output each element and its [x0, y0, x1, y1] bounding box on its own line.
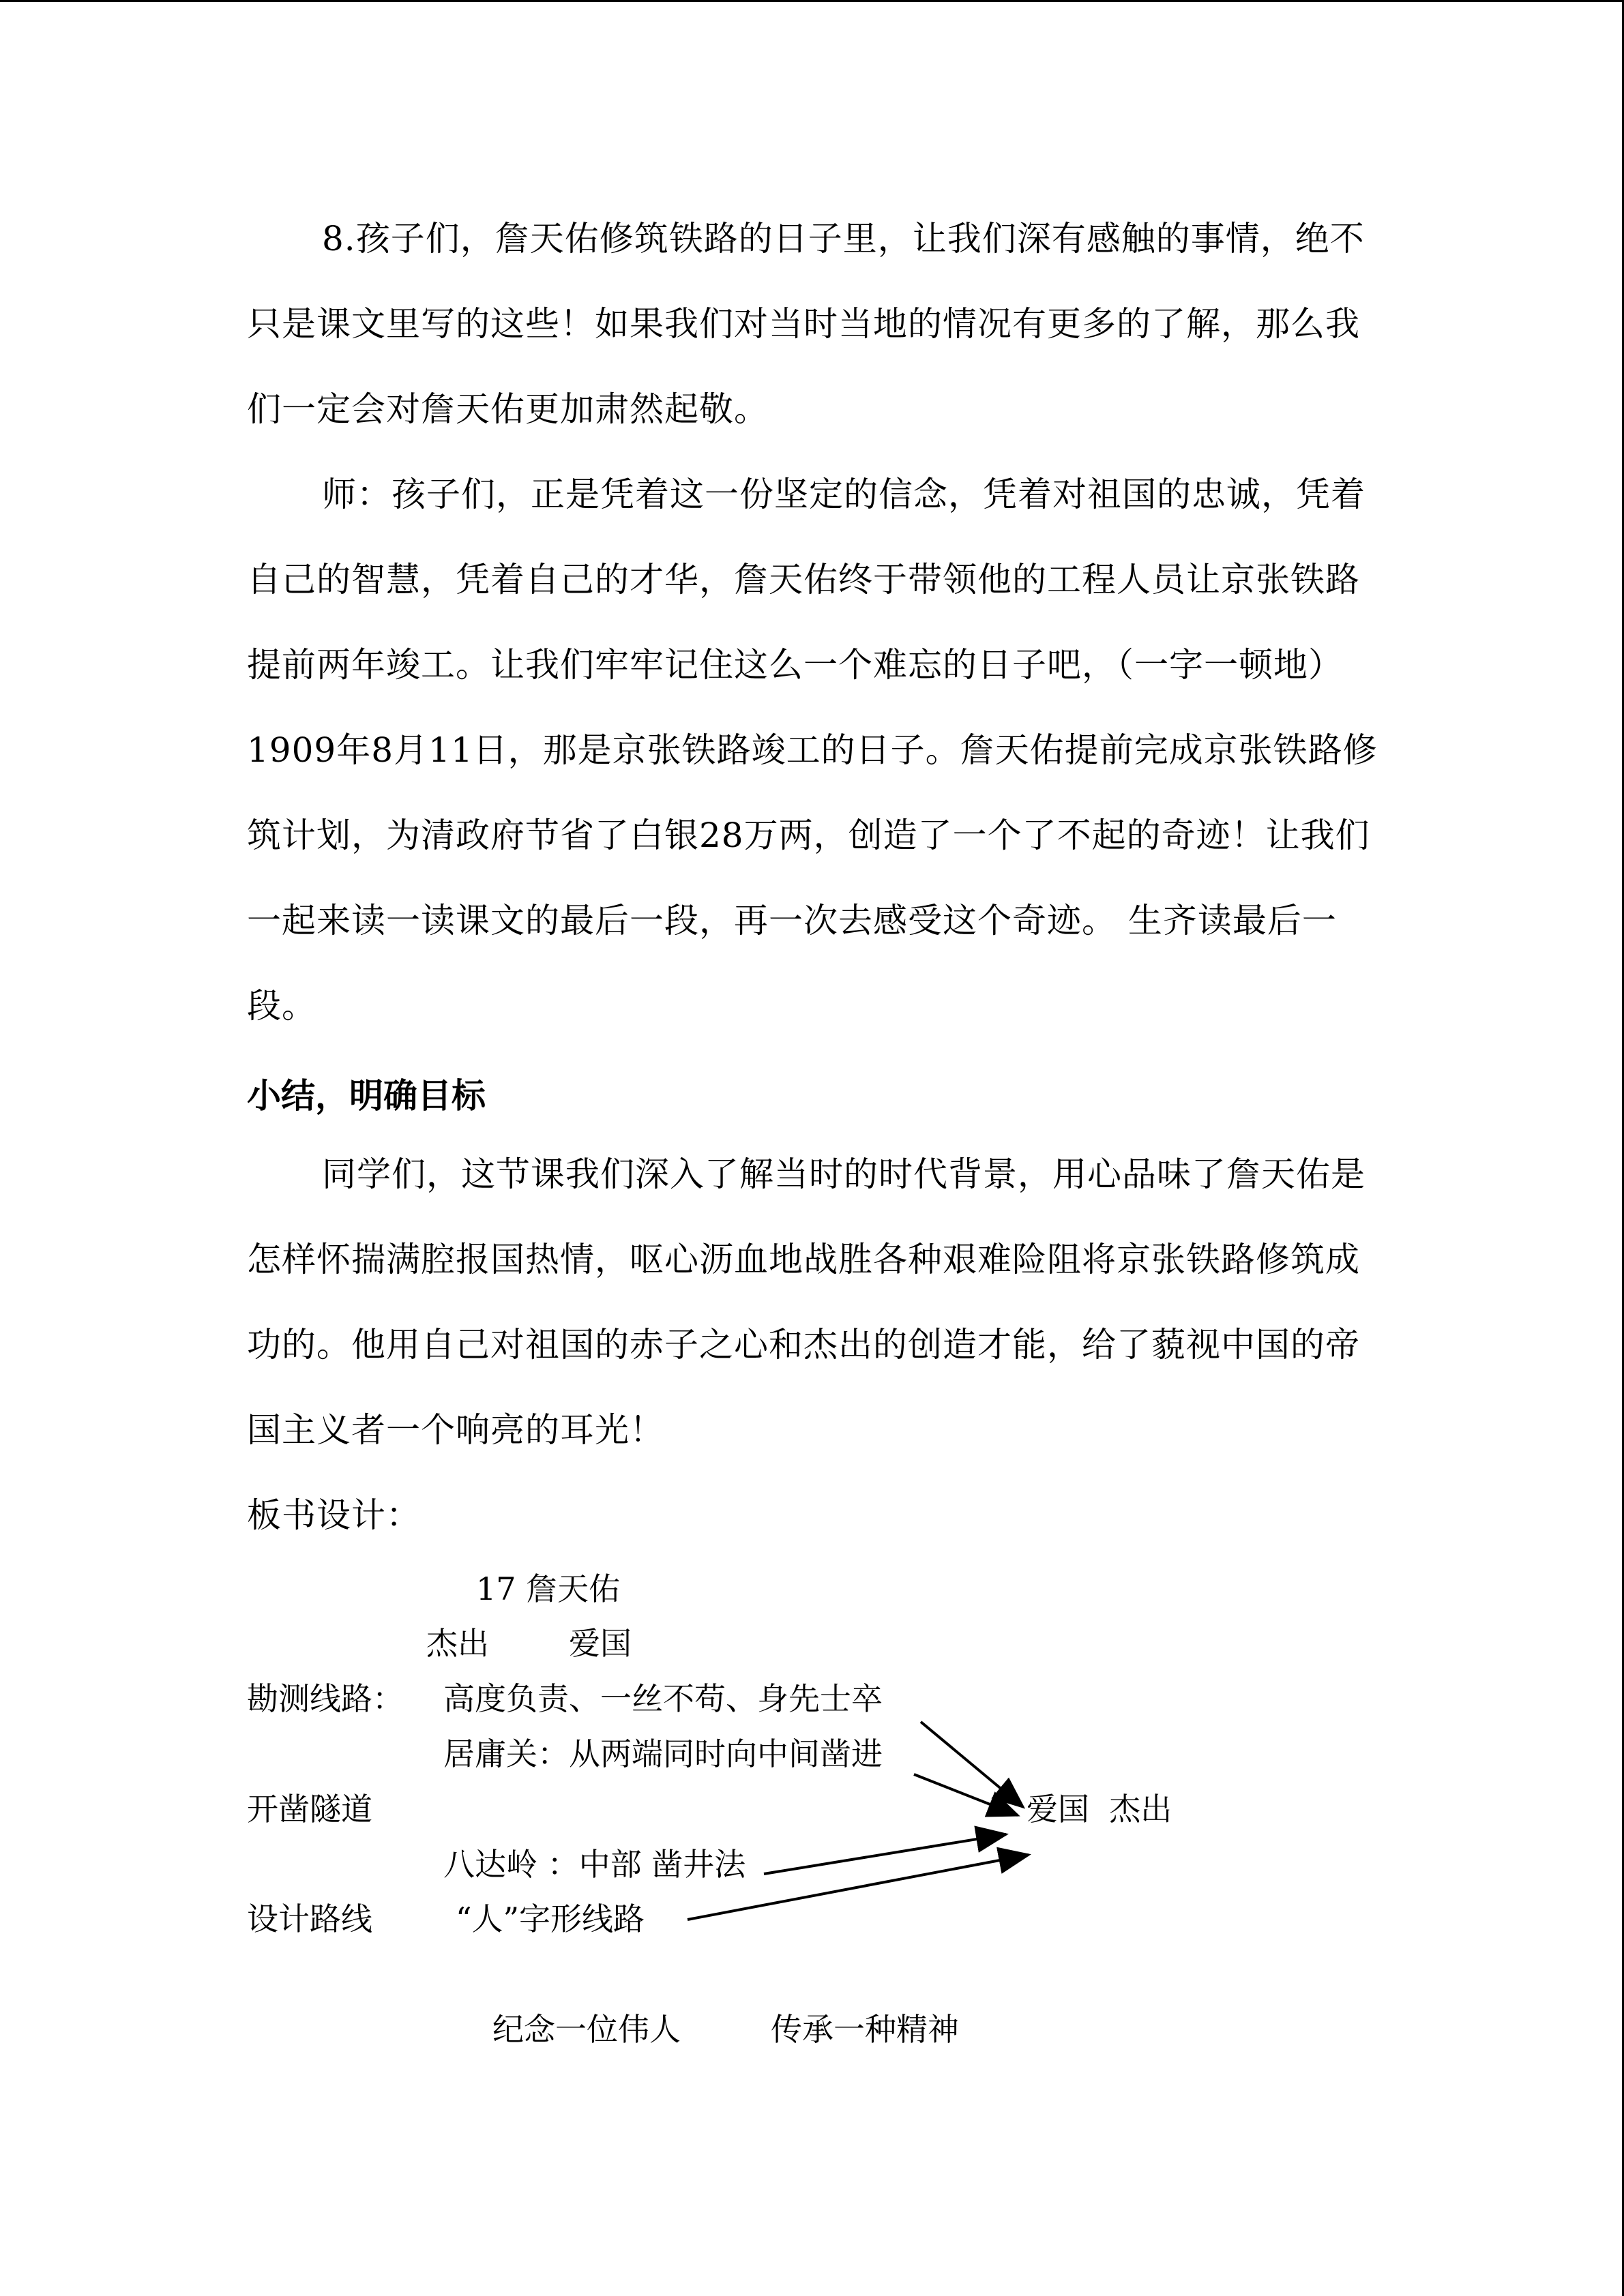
motto-left: 纪念一位伟人: [492, 2011, 681, 2048]
result-text: 爱国 杰出: [1027, 1791, 1172, 1828]
juyong-pass: 居庸关：从两端同时向中间凿进: [443, 1735, 883, 1772]
route-detail: “人”字形线路: [456, 1900, 645, 1937]
paragraph-teacher: 师：孩子们，正是凭着这一份坚定的信念，凭着对祖国的忠诚，凭着自己的智慧，凭着自己的才华，詹天佑终于带领他的工程人员让京张铁路提前两年竣工。让我们牢牢记住这么一个难忘的日子吧，（一字一顿地）1909年8月11日，那是京张铁路竣工的日子。詹天佑提前完成京张铁路修筑计划，为清政府节省了白银28万两，创造了一个了不起的奇迹！让我们一起来读一读课文的最后一段，再一次去感受这个奇迹。 生齐读最后一段。: [247, 475, 1378, 1026]
badaling: 八达岭 ：中部 凿井法: [443, 1846, 746, 1883]
board-title: 17 詹天佑: [476, 1570, 621, 1607]
paragraph-8: 8.孩子们，詹天佑修筑铁路的日子里，让我们深有感触的事情，绝不只是课文里写的这些！如果我们对当时当地的情况有更多的了解，那么我们一定会对詹天佑更加肃然起敬。: [247, 219, 1365, 429]
route-label: 设计路线: [247, 1900, 372, 1937]
arrow-juyong-upper: [921, 1722, 1023, 1807]
survey-label: 勘测线路：: [247, 1680, 404, 1717]
arrow-route: [688, 1855, 1029, 1920]
board-traits: 杰出 爱国: [426, 1625, 632, 1662]
summary-heading: 小结，明确目标: [247, 1076, 486, 1116]
board-design-label: 板书设计：: [247, 1495, 421, 1535]
paragraph-summary: 同学们，这节课我们深入了解当时的时代背景，用心品味了詹天佑是怎样怀揣满腔报国热情，呕心沥血地战胜各种艰难险阻将京张铁路修筑成功的。他用自己对祖国的赤子之心和杰出的创造才能，给了藐视中国的帝国主义者一个响亮的耳光！: [247, 1154, 1365, 1450]
survey-detail: 高度负责、一丝不苟、身先士卒: [443, 1680, 883, 1717]
motto-right: 传承一种精神: [771, 2011, 959, 2048]
arrow-badaling: [764, 1834, 1006, 1874]
arrow-juyong-lower: [914, 1774, 1018, 1815]
tunnel-label: 开凿隧道: [247, 1791, 372, 1828]
